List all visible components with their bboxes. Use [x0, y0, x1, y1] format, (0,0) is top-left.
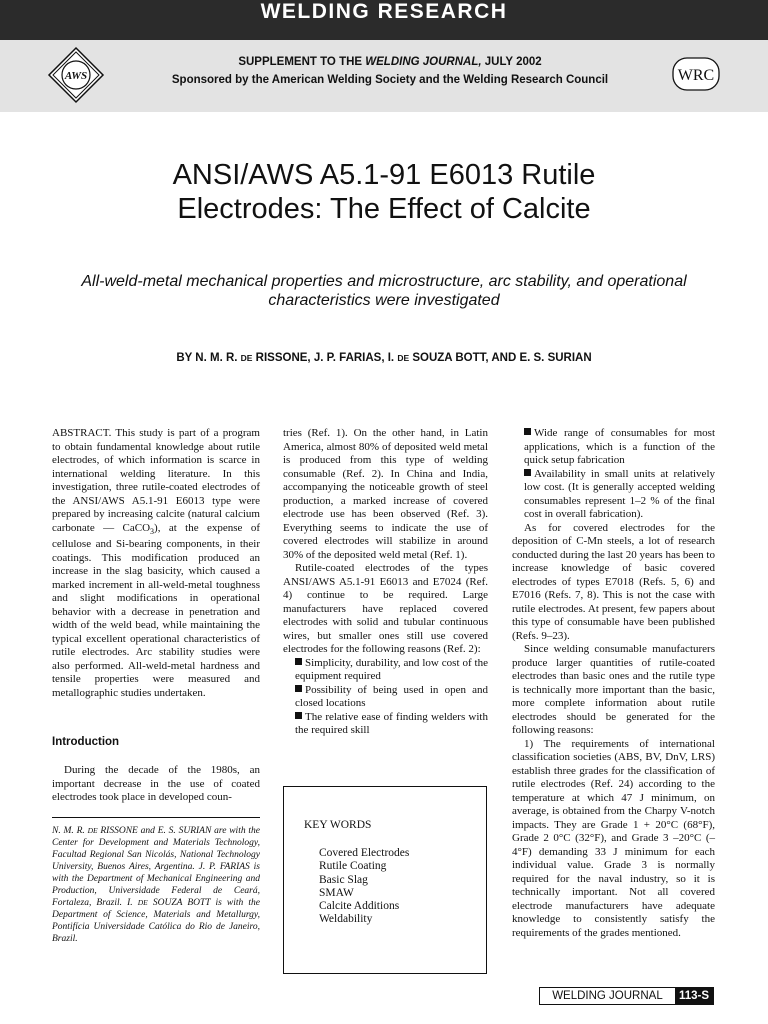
column-3	[512, 427, 715, 940]
aws-logo-icon	[47, 46, 105, 104]
keyword: Rutile Coating	[319, 860, 387, 873]
introduction-text: During the decade of the 1980s, an important decrease in the use of coated electrodes took place in developed coun-	[52, 764, 260, 803]
abstract	[52, 427, 260, 700]
keyword: Weldability	[319, 913, 373, 926]
introduction-heading: Introduction	[52, 736, 120, 748]
keyword: Covered Electrodes	[319, 847, 410, 859]
section-banner	[0, 0, 768, 40]
journal-name: WELDING JOURNAL,	[365, 56, 482, 68]
paragraph: 1) The requirements of international classification societies (ABS, BV, DnV, LRS) establish three grades for the classification of rutile electrodes (Ref. 24) according to the temperature at which 47 J minimum, on average, is obtained from the Charpy V-notch impacts. They are Grade 1 + 20°C (68°F), Grade 2 0°C (32°F), and Grade 3 –20°C (–4°F) demanding 33 J minimum for each individual value. Grade 3 is normally required for the naval industry, so it is technically important. Not all covered electrode manufacturers have adequate knowledge to consistently satisfy the requirements of the grades mentioned.	[512, 737, 715, 939]
article-title	[60, 158, 708, 226]
aws-logo-text: AWS	[64, 70, 88, 82]
header-subband	[0, 40, 768, 112]
author-affiliations: N. M. R. DE RISSONE and E. S. SURIAN are with the Center for Development and Materials Technology, Facultad Regional San Nicolás, National Technology University, Buenos Aires, Argentina. J. P. FARIAS is with the Department of Mechanical Engineering and Production, Universidade Federal de Ceará, Fortaleza, Brazil. I. DE SOUZA BOTT is with the Department of Science, Materials and Metallurgy, Pontifícia Universidade Católica do Rio de Janeiro, Brazil.	[52, 826, 260, 945]
paragraph: As for covered electrodes for the deposition of C-Mn steels, a lot of research conducted during the last 20 years has been to increase knowledge of basic covered electrodes of types E7018 (Refs. 5, 6) and E7016 (Refs. 7, 8). This is not the case with rutile electrodes. At present, few papers about this type of consumable have been published (Refs. 9–23).	[512, 521, 715, 642]
list-item: The relative ease of finding welders with the required skill	[295, 710, 488, 736]
keyword: Basic Slag	[319, 873, 368, 886]
keywords-list	[319, 847, 409, 927]
byline: BY N. M. R. DE RISSONE, J. P. FARIAS, I. DE SOUZA BOTT, AND E. S. SURIAN	[176, 352, 592, 364]
page-number: 113-S	[675, 988, 713, 1004]
title-line-1: ANSI/AWS A5.1-91 E6013 Rutile	[172, 159, 596, 191]
square-bullet-icon	[524, 428, 531, 435]
keywords-box	[283, 786, 487, 974]
supplement-line: SUPPLEMENT TO THE WELDING JOURNAL, JULY 2002	[238, 56, 542, 68]
affiliation-divider	[52, 817, 260, 818]
keywords-title: KEY WORDS	[304, 819, 372, 831]
list-item: Possibility of being used in open and closed locations	[295, 683, 488, 709]
title-line-2: Electrodes: The Effect of Calcite	[177, 193, 591, 225]
abstract-text: ABSTRACT. This study is part of a program to obtain fundamental knowledge about rutile electrodes, of which information is scarce in international welding literature. In this investigation, three rutile-coated electrodes of the ANSI/AWS A5.1-91 E6013 type were prepared by increasing calcite (natural calcium carbonate — CaCO$_3$), at the expense of cellulose and Si-bearing components, in their coatings. This modification produced an increase in the slag basicity, which caused a marked increment in all-weld-metal toughness and slight modifications in operational behavior with a decrease in penetration and width of the weld bead, while maintaining the typical excellent operational characteristics of rutile electrodes. Arc stability studies were also performed. All-weld-metal hardness and tensile properties were measured and metallographic studies undertaken.	[52, 427, 261, 699]
list-item: Wide range of consumables for most applications, which is a function of the quick setup fabrication	[524, 427, 715, 466]
footer-journal: WELDING JOURNAL	[552, 990, 663, 1002]
banner-title: WELDING RESEARCH	[260, 0, 508, 23]
column-2	[283, 427, 488, 738]
wrc-logo-text: WRC	[677, 67, 715, 84]
article-subtitle: All-weld-metal mechanical properties and microstructure, arc stability, and operational characteristics were investigated	[81, 273, 687, 309]
list-item: Availability in small units at relatively low cost. (It is generally accepted welding consumables represent 1–2 % of the final cost in overall fabrication).	[524, 467, 715, 520]
wrc-logo-icon	[672, 57, 720, 91]
paragraph: tries (Ref. 1). On the other hand, in Latin America, almost 80% of deposited weld metal is produced from this type of welding consumable (Ref. 2). In China and India, accompanying the noticeable growth of steel production, a marked increase of covered electrode use has been observed (Ref. 3). Everything seems to indicate the use of covered electrodes will stabilize in around 30% of the deposited weld metal (Ref. 1).	[283, 427, 488, 561]
keyword: SMAW	[319, 886, 354, 899]
page-footer	[539, 987, 714, 1005]
paragraph: Rutile-coated electrodes of the types ANSI/AWS A5.1-91 E6013 and E7024 (Ref. 4) continue to be required. Large manufacturers have replaced covered electrodes with solid and tubular continuous wires, but smaller ones still use covered electrodes for the following reasons (Ref. 2):	[283, 562, 488, 655]
square-bullet-icon	[295, 712, 302, 719]
sponsor-line: Sponsored by the American Welding Society and the Welding Research Council	[171, 74, 609, 86]
square-bullet-icon	[295, 685, 302, 692]
list-item: Simplicity, durability, and low cost of the equipment required	[295, 656, 488, 682]
keyword: Calcite Additions	[319, 900, 400, 913]
paragraph: Since welding consumable manufacturers produce larger quantities of rutile-coated electrodes than basic ones and the rutile type is technically more important than the basic, more complete information about rutile electrodes should be generated for the following reasons:	[512, 643, 715, 736]
square-bullet-icon	[524, 469, 531, 476]
square-bullet-icon	[295, 658, 302, 665]
